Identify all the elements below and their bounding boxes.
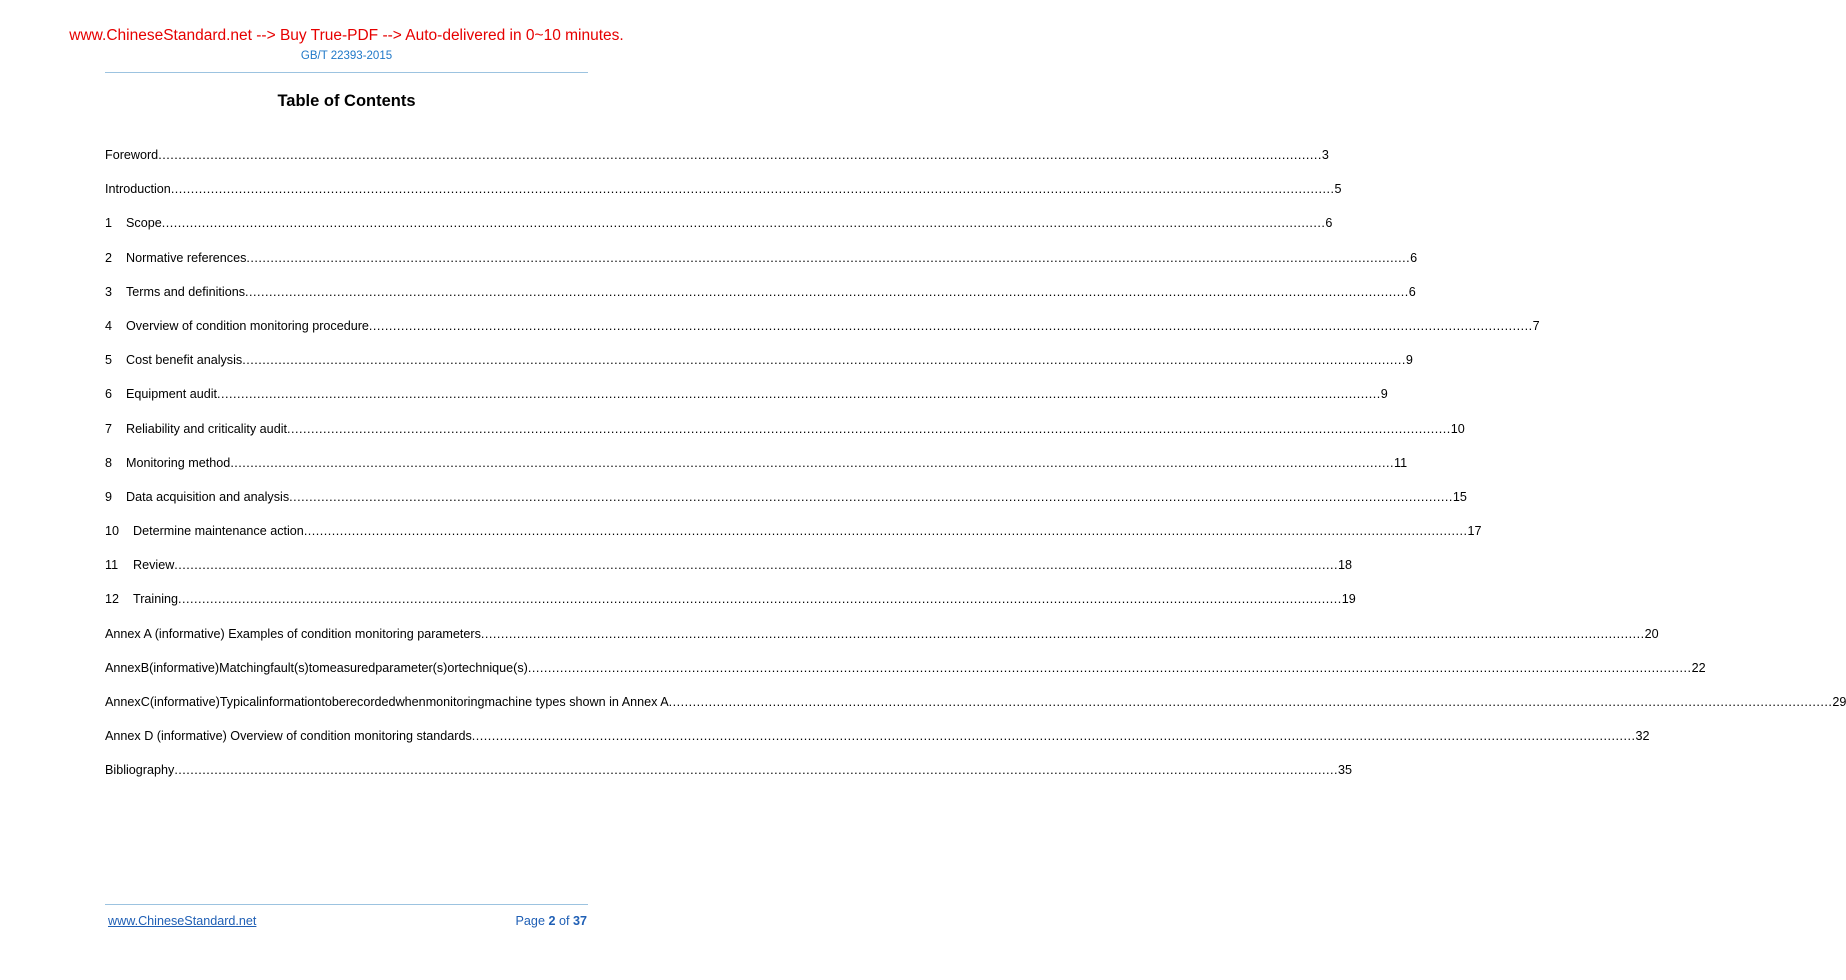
toc-entry-page: 19: [1341, 592, 1356, 607]
toc-entry-number: 3: [105, 284, 113, 299]
toc-entry[interactable]: [105, 728, 1650, 763]
toc-entry-label: Terms and definitions: [126, 284, 246, 299]
toc-leader-dots: [304, 524, 1468, 538]
toc-entry-annex-c[interactable]: [105, 694, 1846, 729]
toc-leader-dots: [162, 216, 1326, 230]
toc-entry-word: or: [447, 660, 459, 675]
toc-entry-number: 8: [105, 455, 113, 470]
toc-entry[interactable]: [105, 148, 1329, 182]
toc-entry-label: Data acquisition and analysis: [126, 489, 290, 504]
toc-entry-page: 35: [1338, 763, 1353, 777]
toc-entry-page: 22: [1691, 660, 1706, 675]
toc-leader-dots: [669, 695, 1833, 709]
toc-leader-dots: [230, 456, 1394, 470]
current-page-number: 2: [548, 914, 556, 928]
toc-entry-word: Matching: [219, 660, 271, 675]
toc-entry[interactable]: [105, 182, 1342, 216]
toc-entry-page: 32: [1635, 728, 1650, 743]
toc-entry-page: 7: [1532, 318, 1540, 333]
toc-entry[interactable]: [105, 763, 1353, 797]
toc-leader-dots: [246, 251, 1410, 265]
toc-entry-label: Reliability and criticality audit: [126, 421, 287, 436]
standard-number: GB/T 22393-2015: [300, 50, 393, 62]
toc-entry[interactable]: [105, 216, 1333, 250]
toc-entry-label: Monitoring method: [126, 455, 231, 470]
toc-entry-word: to: [321, 694, 332, 709]
footer-divider: [105, 904, 588, 905]
toc-entry-word: to: [308, 660, 320, 675]
toc-entry-word: B: [140, 660, 150, 675]
toc-leader-dots: [158, 148, 1322, 162]
toc-entry-page: 29: [1832, 694, 1846, 709]
toc-entry-annex-b[interactable]: [105, 660, 1706, 695]
toc-leader-dots: [481, 627, 1645, 641]
toc-leader-dots: [217, 387, 1381, 401]
toc-leader-dots: [174, 763, 1338, 777]
toc-entry-label: Equipment audit: [126, 387, 218, 402]
footer-website-link[interactable]: www.ChineseStandard.net: [108, 914, 257, 928]
toc-entry-number: 12: [105, 592, 120, 607]
toc-entry[interactable]: [105, 250, 1418, 285]
toc-entry-word: Annex: [105, 694, 141, 709]
toc-entry[interactable]: [105, 318, 1540, 353]
toc-entry-label: machine types shown in Annex A: [484, 694, 669, 709]
toc-entry-word: parameter(s): [375, 660, 448, 675]
toc-entry-page: 11: [1394, 455, 1408, 470]
toc-entry-label: Foreword: [105, 148, 159, 162]
toc-entry-word: fault(s): [270, 660, 309, 675]
toc-leader-dots: [242, 353, 1406, 367]
toc-entry-page: 9: [1405, 353, 1413, 368]
toc-entry-label: Annex D (informative) Overview of condition monitoring standards: [105, 728, 472, 743]
table-of-contents: [105, 148, 1846, 797]
toc-entry-word: Typical: [219, 694, 260, 709]
toc-entry[interactable]: [105, 353, 1413, 387]
toc-entry-page: 5: [1334, 182, 1342, 197]
toc-entry-page: 6: [1325, 216, 1333, 231]
toc-leader-dots: [171, 182, 1335, 196]
toc-entry-word: recorded: [345, 694, 396, 709]
toc-entry[interactable]: [105, 489, 1467, 524]
toc-entry-number: 5: [105, 353, 113, 368]
toc-entry-page: 17: [1467, 524, 1482, 539]
toc-entry[interactable]: [105, 455, 1408, 490]
toc-entry[interactable]: [105, 592, 1356, 626]
toc-entry-word: C: [140, 694, 150, 709]
top-banner[interactable]: www.ChineseStandard.net --> Buy True-PDF --> Auto-delivered in 0~10 minutes.: [69, 27, 624, 44]
toc-entry-label: Overview of condition monitoring procedure: [126, 318, 369, 333]
toc-entry-page: 3: [1321, 148, 1329, 162]
toc-entry-number: 11: [105, 558, 119, 573]
toc-leader-dots: [289, 490, 1453, 504]
toc-entry-page: 6: [1410, 250, 1418, 265]
toc-entry-word: be: [331, 694, 346, 709]
toc-entry-label: Training: [133, 592, 179, 607]
toc-entry-label: Cost benefit analysis: [126, 353, 243, 368]
page-indicator: [516, 914, 587, 928]
toc-entry-word: (informative): [149, 694, 220, 709]
toc-entry-label: technique(s): [458, 660, 528, 675]
total-page-count: 37: [572, 914, 587, 928]
toc-entry[interactable]: [105, 558, 1353, 592]
toc-entry[interactable]: [105, 284, 1416, 319]
toc-entry[interactable]: [105, 524, 1482, 558]
toc-entry-number: 1: [105, 216, 113, 231]
toc-leader-dots: [369, 319, 1533, 333]
toc-entry-page: 10: [1450, 421, 1465, 436]
page-of-label: of: [558, 914, 570, 928]
toc-entry-word: (informative): [149, 660, 220, 675]
toc-leader-dots: [178, 592, 1342, 606]
toc-entry-label: Determine maintenance action: [133, 524, 304, 539]
toc-entry-number: 4: [105, 318, 113, 333]
toc-leader-dots: [174, 558, 1338, 572]
toc-entry-number: 6: [105, 387, 113, 402]
page-label: Page: [515, 914, 545, 928]
toc-entry[interactable]: [105, 421, 1465, 456]
toc-entry-page: 6: [1408, 284, 1416, 299]
toc-entry[interactable]: [105, 387, 1388, 421]
toc-entry-word: when: [395, 694, 426, 709]
toc-entry-word: information: [259, 694, 322, 709]
header-divider: [105, 72, 588, 73]
toc-entry-label: Review: [133, 558, 175, 573]
toc-entry-word: Annex: [105, 660, 141, 675]
toc-leader-dots: [472, 729, 1636, 743]
toc-entry-page: 9: [1380, 387, 1388, 402]
toc-entry-label: Bibliography: [105, 763, 175, 777]
toc-entry-word: monitoring: [425, 694, 485, 709]
toc-entry-number: 10: [105, 524, 120, 539]
toc-entry[interactable]: [105, 626, 1659, 661]
toc-entry-number: 7: [105, 421, 113, 436]
toc-leader-dots: [287, 422, 1451, 436]
toc-leader-dots: [245, 285, 1409, 299]
toc-entry-label: Scope: [126, 216, 162, 231]
toc-entry-page: 18: [1338, 558, 1353, 573]
toc-entry-page: 20: [1644, 626, 1659, 641]
toc-entry-label: Normative references: [126, 250, 247, 265]
page-title: Table of Contents: [277, 92, 416, 110]
toc-entry-label: Introduction: [105, 182, 171, 197]
toc-entry-label: Annex A (informative) Examples of condition monitoring parameters: [105, 626, 481, 641]
toc-leader-dots: [528, 661, 1692, 675]
toc-entry-page: 15: [1452, 489, 1467, 504]
toc-entry-number: 9: [105, 489, 113, 504]
toc-entry-number: 2: [105, 250, 113, 265]
toc-entry-word: measured: [319, 660, 376, 675]
